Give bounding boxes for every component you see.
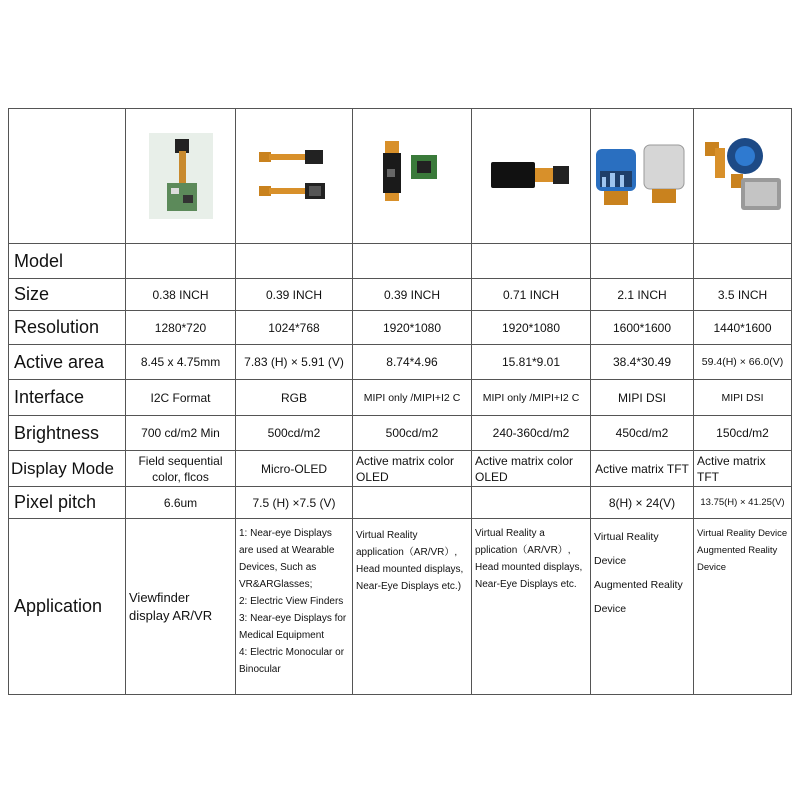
brightness-value: 700 cd/m2 Min [126, 416, 236, 451]
rectangular-oled-panel-icon [491, 156, 571, 196]
size-value: 0.39 INCH [353, 279, 472, 311]
row-interface [9, 380, 792, 416]
row-label-application: Application [9, 519, 126, 695]
row-label-pixel-pitch: Pixel pitch [9, 487, 126, 519]
interface-value: I2C Format [126, 380, 236, 416]
micro-oled-fpc-pair-icon [259, 146, 329, 206]
row-label-resolution: Resolution [9, 311, 126, 345]
row-application [9, 519, 792, 695]
brightness-value: 500cd/m2 [236, 416, 353, 451]
model-value [126, 244, 236, 279]
interface-value: MIPI only /MIPI+I2 C [472, 380, 591, 416]
row-active-area [9, 345, 792, 380]
active-area-value: 7.83 (H) × 5.91 (V) [236, 345, 353, 380]
pixel-pitch-value: 8(H) × 24(V) [591, 487, 694, 519]
active-area-value: 15.81*9.01 [472, 345, 591, 380]
pixel-pitch-value [353, 487, 472, 519]
resolution-value: 1600*1600 [591, 311, 694, 345]
display-mode-value: Active matrix color OLED [472, 451, 591, 487]
product-image-2 [236, 109, 353, 244]
resolution-value: 1024*768 [236, 311, 353, 345]
spec-table [8, 108, 792, 695]
round-tft-panel-icon [701, 134, 785, 218]
application-value: Virtual Reality Device Augmented Reality Device [591, 519, 694, 695]
row-resolution [9, 311, 792, 345]
row-display-mode [9, 451, 792, 487]
brightness-value: 450cd/m2 [591, 416, 694, 451]
square-tft-panel-pair-icon [596, 141, 688, 211]
size-value: 0.38 INCH [126, 279, 236, 311]
resolution-value: 1920*1080 [353, 311, 472, 345]
resolution-value: 1440*1600 [694, 311, 792, 345]
model-value [353, 244, 472, 279]
model-value [236, 244, 353, 279]
row-label-active-area: Active area [9, 345, 126, 380]
size-value: 3.5 INCH [694, 279, 792, 311]
model-value [591, 244, 694, 279]
interface-value: MIPI DSI [694, 380, 792, 416]
application-value: Virtual Reality application（AR/VR）, Head mounted displays, Near-Eye Displays etc.) [353, 519, 472, 695]
product-image-6 [694, 109, 792, 244]
display-mode-value: Micro-OLED [236, 451, 353, 487]
interface-value: RGB [236, 380, 353, 416]
application-value: Viewfinder display AR/VR [126, 519, 236, 695]
active-area-value: 38.4*30.49 [591, 345, 694, 380]
application-value: Virtual Reality Device Augmented Reality Device [694, 519, 792, 695]
row-label-model: Model [9, 244, 126, 279]
row-size [9, 279, 792, 311]
pixel-pitch-value: 6.6um [126, 487, 236, 519]
row-pixel-pitch [9, 487, 792, 519]
product-image-1 [126, 109, 236, 244]
application-value: Virtual Reality a pplication（AR/VR）, Head mounted displays, Near-Eye Displays etc. [472, 519, 591, 695]
interface-value: MIPI only /MIPI+I2 C [353, 380, 472, 416]
row-label-interface: Interface [9, 380, 126, 416]
brightness-value: 500cd/m2 [353, 416, 472, 451]
model-value [694, 244, 792, 279]
corner-cell [9, 109, 126, 244]
oled-with-driver-board-icon [377, 141, 447, 211]
display-mode-value: Field sequential color, flcos [126, 451, 236, 487]
brightness-value: 240-360cd/m2 [472, 416, 591, 451]
product-image-3 [353, 109, 472, 244]
size-value: 0.71 INCH [472, 279, 591, 311]
micro-display-module-icon [149, 133, 213, 219]
brightness-value: 150cd/m2 [694, 416, 792, 451]
row-label-display-mode: Display Mode [9, 451, 126, 487]
row-label-size: Size [9, 279, 126, 311]
row-model [9, 244, 792, 279]
display-mode-value: Active matrix color OLED [353, 451, 472, 487]
size-value: 2.1 INCH [591, 279, 694, 311]
row-brightness [9, 416, 792, 451]
resolution-value: 1280*720 [126, 311, 236, 345]
model-value [472, 244, 591, 279]
active-area-value: 59.4(H) × 66.0(V) [694, 345, 792, 380]
resolution-value: 1920*1080 [472, 311, 591, 345]
active-area-value: 8.45 x 4.75mm [126, 345, 236, 380]
product-image-4 [472, 109, 591, 244]
display-mode-value: Active matrix TFT [694, 451, 792, 487]
pixel-pitch-value: 13.75(H) × 41.25(V) [694, 487, 792, 519]
application-value: 1: Near-eye Displays are used at Wearable Devices, Such as VR&ARGlasses; 2: Electric View Finders 3: Near-eye Displays for Medical Equipment 4: Electric Monocular or Binocular [236, 519, 353, 695]
active-area-value: 8.74*4.96 [353, 345, 472, 380]
row-label-brightness: Brightness [9, 416, 126, 451]
interface-value: MIPI DSI [591, 380, 694, 416]
size-value: 0.39 INCH [236, 279, 353, 311]
pixel-pitch-value: 7.5 (H) ×7.5 (V) [236, 487, 353, 519]
image-row [9, 109, 792, 244]
display-mode-value: Active matrix TFT [591, 451, 694, 487]
pixel-pitch-value [472, 487, 591, 519]
product-image-5 [591, 109, 694, 244]
